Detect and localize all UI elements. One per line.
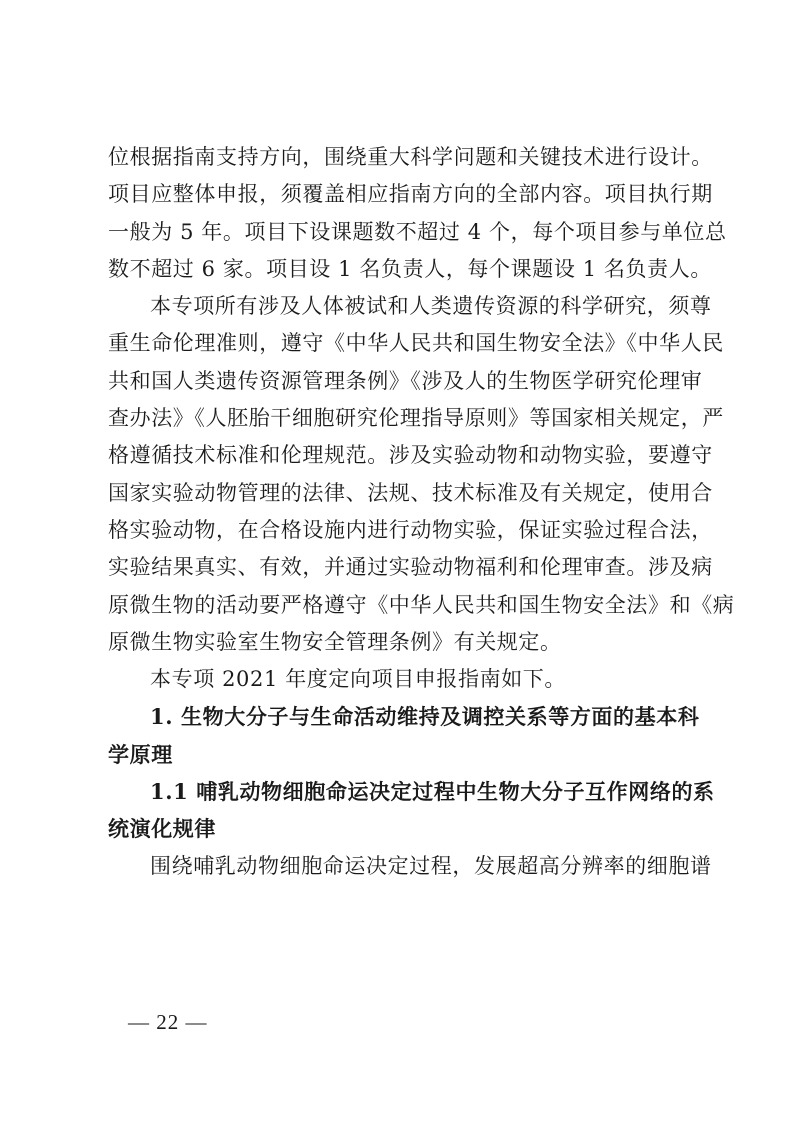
text-line: 原微生物实验室生物安全管理条例》有关规定。 <box>108 629 562 654</box>
text-line: 国家实验动物管理的法律、法规、技术标准及有关规定，使用合 <box>108 480 713 505</box>
page-content <box>108 139 735 885</box>
subsection-heading: 统演化规律 <box>108 816 216 842</box>
section-heading: 1. 生物大分子与生命活动维持及调控关系等方面的基本科 <box>150 704 700 730</box>
subsection-heading: 1.1 哺乳动物细胞命运决定过程中生物大分子互作网络的系 <box>150 779 715 805</box>
text-line: 一般为 5 年。项目下设课题数不超过 4 个，每个项目参与单位总 <box>108 219 727 244</box>
text-line: 格实验动物，在合格设施内进行动物实验，保证实验过程合法， <box>108 517 713 542</box>
page-number: — 22 — <box>128 1010 208 1034</box>
text-line: 查办法》《人胚胎干细胞研究伦理指导原则》等国家相关规定，严 <box>108 406 724 431</box>
text-line: 位根据指南支持方向，围绕重大科学问题和关键技术进行设计。 <box>108 145 713 169</box>
text-line: 实验结果真实、有效，并通过实验动物福利和伦理审查。涉及病 <box>108 555 713 580</box>
section-heading: 学原理 <box>108 741 173 767</box>
text-line: 本专项所有涉及人体被试和人类遗传资源的科学研究，须尊 <box>150 294 712 319</box>
text-line: 数不超过 6 家。项目设 1 名负责人，每个课题设 1 名负责人。 <box>108 256 712 281</box>
text-line: 共和国人类遗传资源管理条例》《涉及人的生物医学研究伦理审 <box>108 368 703 393</box>
text-line: 围绕哺乳动物细胞命运决定过程，发展超高分辨率的细胞谱 <box>150 853 712 878</box>
text-line: 格遵循技术标准和伦理规范。涉及实验动物和动物实验，要遵守 <box>108 443 713 468</box>
text-line: 重生命伦理准则，遵守《中华人民共和国生物安全法》《中华人民 <box>108 331 724 356</box>
text-line: 项目应整体申报，须覆盖相应指南方向的全部内容。项目执行期 <box>108 182 713 207</box>
text-line: 原微生物的活动要严格遵守《中华人民共和国生物安全法》和《病 <box>108 592 735 617</box>
text-line: 本专项 2021 年度定向项目申报指南如下。 <box>150 667 566 692</box>
